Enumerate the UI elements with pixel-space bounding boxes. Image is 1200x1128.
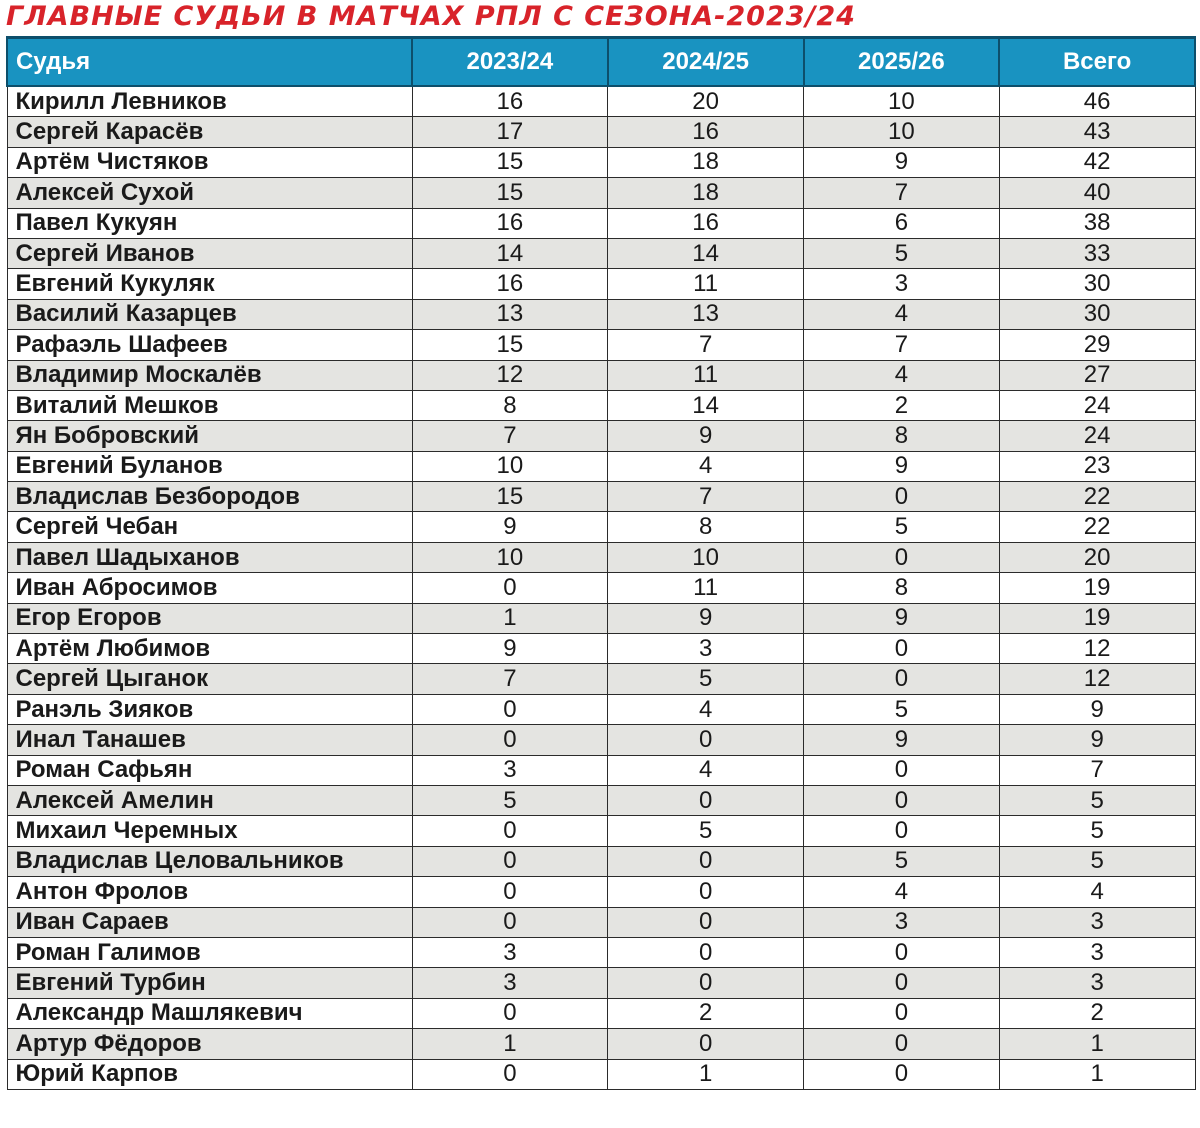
total-cell: 24 — [999, 390, 1195, 420]
table-row — [7, 1029, 1195, 1059]
season-2024-25-cell: 9 — [608, 603, 804, 633]
season-2024-25-cell: 16 — [608, 117, 804, 147]
table-row — [7, 603, 1195, 633]
season-2024-25-cell: 4 — [608, 755, 804, 785]
season-2025-26-cell: 9 — [804, 725, 1000, 755]
table-header-row — [7, 38, 1195, 87]
table-row — [7, 269, 1195, 299]
total-cell: 19 — [999, 603, 1195, 633]
referee-name-cell: Владислав Безбородов — [7, 482, 412, 512]
season-2023-24-cell: 15 — [412, 147, 608, 177]
season-2023-24-cell: 9 — [412, 634, 608, 664]
referee-name-cell: Юрий Карпов — [7, 1059, 412, 1089]
table-row — [7, 634, 1195, 664]
season-2023-24-cell: 0 — [412, 877, 608, 907]
season-2024-25-cell: 9 — [608, 421, 804, 451]
table-row — [7, 998, 1195, 1028]
total-cell: 5 — [999, 846, 1195, 876]
season-2024-25-cell: 11 — [608, 573, 804, 603]
referee-name-cell: Антон Фролов — [7, 877, 412, 907]
season-2025-26-cell: 8 — [804, 421, 1000, 451]
season-2024-25-cell: 0 — [608, 1029, 804, 1059]
table-row — [7, 299, 1195, 329]
referee-name-cell: Сергей Цыганок — [7, 664, 412, 694]
referee-name-cell: Артём Чистяков — [7, 147, 412, 177]
season-2025-26-cell: 0 — [804, 1029, 1000, 1059]
season-2024-25-cell: 4 — [608, 451, 804, 481]
referee-name-cell: Евгений Кукуляк — [7, 269, 412, 299]
referees-table — [6, 36, 1196, 1090]
column-header-season-2025-26: 2025/26 — [804, 38, 1000, 87]
table-row — [7, 512, 1195, 542]
season-2024-25-cell: 4 — [608, 694, 804, 724]
season-2023-24-cell: 10 — [412, 542, 608, 572]
season-2025-26-cell: 0 — [804, 542, 1000, 572]
season-2025-26-cell: 3 — [804, 907, 1000, 937]
season-2025-26-cell: 5 — [804, 694, 1000, 724]
season-2024-25-cell: 14 — [608, 238, 804, 268]
season-2023-24-cell: 14 — [412, 238, 608, 268]
season-2024-25-cell: 5 — [608, 664, 804, 694]
table-row — [7, 147, 1195, 177]
season-2023-24-cell: 1 — [412, 603, 608, 633]
table-row — [7, 86, 1195, 117]
chart-title: ГЛАВНЫЕ СУДЬИ В МАТЧАХ РПЛ С СЕЗОНА-2023/24 — [6, 1, 856, 32]
season-2024-25-cell: 13 — [608, 299, 804, 329]
table-row — [7, 330, 1195, 360]
table-row — [7, 877, 1195, 907]
table-row — [7, 208, 1195, 238]
season-2025-26-cell: 8 — [804, 573, 1000, 603]
season-2025-26-cell: 10 — [804, 86, 1000, 117]
total-cell: 27 — [999, 360, 1195, 390]
season-2025-26-cell: 4 — [804, 877, 1000, 907]
season-2023-24-cell: 10 — [412, 451, 608, 481]
season-2025-26-cell: 9 — [804, 147, 1000, 177]
season-2025-26-cell: 0 — [804, 937, 1000, 967]
total-cell: 23 — [999, 451, 1195, 481]
table-body — [7, 86, 1195, 1089]
season-2025-26-cell: 5 — [804, 238, 1000, 268]
table-row — [7, 573, 1195, 603]
season-2023-24-cell: 0 — [412, 1059, 608, 1089]
table-row — [7, 178, 1195, 208]
season-2025-26-cell: 0 — [804, 755, 1000, 785]
total-cell: 29 — [999, 330, 1195, 360]
table-row — [7, 694, 1195, 724]
table-row — [7, 117, 1195, 147]
table-row — [7, 725, 1195, 755]
season-2023-24-cell: 1 — [412, 1029, 608, 1059]
season-2025-26-cell: 9 — [804, 603, 1000, 633]
season-2025-26-cell: 4 — [804, 299, 1000, 329]
season-2023-24-cell: 16 — [412, 86, 608, 117]
season-2024-25-cell: 3 — [608, 634, 804, 664]
table-row — [7, 421, 1195, 451]
season-2025-26-cell: 2 — [804, 390, 1000, 420]
season-2023-24-cell: 15 — [412, 178, 608, 208]
season-2025-26-cell: 4 — [804, 360, 1000, 390]
season-2024-25-cell: 0 — [608, 907, 804, 937]
total-cell: 24 — [999, 421, 1195, 451]
total-cell: 3 — [999, 968, 1195, 998]
total-cell: 2 — [999, 998, 1195, 1028]
table-row — [7, 846, 1195, 876]
season-2023-24-cell: 0 — [412, 725, 608, 755]
season-2023-24-cell: 0 — [412, 998, 608, 1028]
total-cell: 7 — [999, 755, 1195, 785]
referee-name-cell: Сергей Карасёв — [7, 117, 412, 147]
referee-name-cell: Рафаэль Шафеев — [7, 330, 412, 360]
referee-name-cell: Павел Кукуян — [7, 208, 412, 238]
total-cell: 5 — [999, 816, 1195, 846]
season-2025-26-cell: 0 — [804, 816, 1000, 846]
season-2025-26-cell: 3 — [804, 269, 1000, 299]
season-2024-25-cell: 10 — [608, 542, 804, 572]
season-2023-24-cell: 0 — [412, 694, 608, 724]
season-2024-25-cell: 18 — [608, 147, 804, 177]
table-row — [7, 664, 1195, 694]
season-2025-26-cell: 0 — [804, 1059, 1000, 1089]
season-2025-26-cell: 0 — [804, 968, 1000, 998]
referee-name-cell: Иван Абросимов — [7, 573, 412, 603]
season-2024-25-cell: 18 — [608, 178, 804, 208]
total-cell: 33 — [999, 238, 1195, 268]
referee-name-cell: Алексей Амелин — [7, 785, 412, 815]
referee-name-cell: Евгений Турбин — [7, 968, 412, 998]
season-2024-25-cell: 14 — [608, 390, 804, 420]
season-2023-24-cell: 15 — [412, 330, 608, 360]
referee-name-cell: Ян Бобровский — [7, 421, 412, 451]
total-cell: 40 — [999, 178, 1195, 208]
referee-name-cell: Алексей Сухой — [7, 178, 412, 208]
season-2023-24-cell: 3 — [412, 937, 608, 967]
season-2025-26-cell: 7 — [804, 330, 1000, 360]
total-cell: 1 — [999, 1059, 1195, 1089]
season-2024-25-cell: 7 — [608, 330, 804, 360]
referee-name-cell: Евгений Буланов — [7, 451, 412, 481]
season-2023-24-cell: 3 — [412, 968, 608, 998]
table-row — [7, 816, 1195, 846]
referee-name-cell: Кирилл Левников — [7, 86, 412, 117]
total-cell: 20 — [999, 542, 1195, 572]
total-cell: 9 — [999, 694, 1195, 724]
table-row — [7, 937, 1195, 967]
season-2023-24-cell: 13 — [412, 299, 608, 329]
table-row — [7, 1059, 1195, 1089]
table-row — [7, 968, 1195, 998]
season-2025-26-cell: 0 — [804, 785, 1000, 815]
referee-name-cell: Ранэль Зияков — [7, 694, 412, 724]
season-2024-25-cell: 7 — [608, 482, 804, 512]
season-2024-25-cell: 0 — [608, 937, 804, 967]
season-2023-24-cell: 15 — [412, 482, 608, 512]
season-2024-25-cell: 0 — [608, 968, 804, 998]
referee-name-cell: Василий Казарцев — [7, 299, 412, 329]
total-cell: 1 — [999, 1029, 1195, 1059]
total-cell: 12 — [999, 634, 1195, 664]
table-row — [7, 238, 1195, 268]
total-cell: 38 — [999, 208, 1195, 238]
referee-name-cell: Михаил Черемных — [7, 816, 412, 846]
season-2025-26-cell: 0 — [804, 634, 1000, 664]
season-2025-26-cell: 10 — [804, 117, 1000, 147]
total-cell: 3 — [999, 907, 1195, 937]
referee-name-cell: Артур Фёдоров — [7, 1029, 412, 1059]
total-cell: 22 — [999, 512, 1195, 542]
season-2024-25-cell: 0 — [608, 725, 804, 755]
season-2023-24-cell: 8 — [412, 390, 608, 420]
season-2023-24-cell: 17 — [412, 117, 608, 147]
total-cell: 30 — [999, 299, 1195, 329]
table-row — [7, 907, 1195, 937]
total-cell: 19 — [999, 573, 1195, 603]
season-2023-24-cell: 7 — [412, 664, 608, 694]
season-2025-26-cell: 6 — [804, 208, 1000, 238]
season-2023-24-cell: 0 — [412, 816, 608, 846]
season-2025-26-cell: 7 — [804, 178, 1000, 208]
referee-name-cell: Егор Егоров — [7, 603, 412, 633]
season-2023-24-cell: 7 — [412, 421, 608, 451]
season-2023-24-cell: 0 — [412, 573, 608, 603]
referee-name-cell: Владимир Москалёв — [7, 360, 412, 390]
season-2023-24-cell: 5 — [412, 785, 608, 815]
referee-name-cell: Сергей Иванов — [7, 238, 412, 268]
season-2024-25-cell: 1 — [608, 1059, 804, 1089]
season-2023-24-cell: 3 — [412, 755, 608, 785]
season-2024-25-cell: 5 — [608, 816, 804, 846]
referee-name-cell: Роман Галимов — [7, 937, 412, 967]
table-row — [7, 390, 1195, 420]
season-2025-26-cell: 5 — [804, 846, 1000, 876]
total-cell: 22 — [999, 482, 1195, 512]
season-2024-25-cell: 16 — [608, 208, 804, 238]
season-2024-25-cell: 20 — [608, 86, 804, 117]
season-2024-25-cell: 11 — [608, 269, 804, 299]
total-cell: 9 — [999, 725, 1195, 755]
season-2023-24-cell: 0 — [412, 907, 608, 937]
column-header-referee: Судья — [7, 38, 412, 87]
season-2023-24-cell: 16 — [412, 208, 608, 238]
table-row — [7, 360, 1195, 390]
total-cell: 5 — [999, 785, 1195, 815]
referee-name-cell: Иван Сараев — [7, 907, 412, 937]
table-row — [7, 451, 1195, 481]
season-2025-26-cell: 9 — [804, 451, 1000, 481]
season-2024-25-cell: 11 — [608, 360, 804, 390]
table-row — [7, 785, 1195, 815]
season-2025-26-cell: 0 — [804, 998, 1000, 1028]
referee-name-cell: Инал Танашев — [7, 725, 412, 755]
total-cell: 30 — [999, 269, 1195, 299]
total-cell: 4 — [999, 877, 1195, 907]
column-header-total: Всего — [999, 38, 1195, 87]
referee-name-cell: Роман Сафьян — [7, 755, 412, 785]
season-2024-25-cell: 8 — [608, 512, 804, 542]
season-2023-24-cell: 0 — [412, 846, 608, 876]
season-2023-24-cell: 16 — [412, 269, 608, 299]
season-2024-25-cell: 2 — [608, 998, 804, 1028]
referee-name-cell: Сергей Чебан — [7, 512, 412, 542]
table-row — [7, 755, 1195, 785]
season-2025-26-cell: 0 — [804, 482, 1000, 512]
season-2024-25-cell: 0 — [608, 785, 804, 815]
table-row — [7, 542, 1195, 572]
total-cell: 3 — [999, 937, 1195, 967]
season-2023-24-cell: 9 — [412, 512, 608, 542]
referee-name-cell: Владислав Целовальников — [7, 846, 412, 876]
referee-name-cell: Павел Шадыханов — [7, 542, 412, 572]
season-2025-26-cell: 5 — [804, 512, 1000, 542]
total-cell: 43 — [999, 117, 1195, 147]
referee-name-cell: Артём Любимов — [7, 634, 412, 664]
total-cell: 42 — [999, 147, 1195, 177]
referee-name-cell: Александр Машлякевич — [7, 998, 412, 1028]
season-2024-25-cell: 0 — [608, 877, 804, 907]
season-2024-25-cell: 0 — [608, 846, 804, 876]
season-2025-26-cell: 0 — [804, 664, 1000, 694]
column-header-season-2024-25: 2024/25 — [608, 38, 804, 87]
table-row — [7, 482, 1195, 512]
total-cell: 46 — [999, 86, 1195, 117]
total-cell: 12 — [999, 664, 1195, 694]
season-2023-24-cell: 12 — [412, 360, 608, 390]
referee-name-cell: Виталий Мешков — [7, 390, 412, 420]
column-header-season-2023-24: 2023/24 — [412, 38, 608, 87]
